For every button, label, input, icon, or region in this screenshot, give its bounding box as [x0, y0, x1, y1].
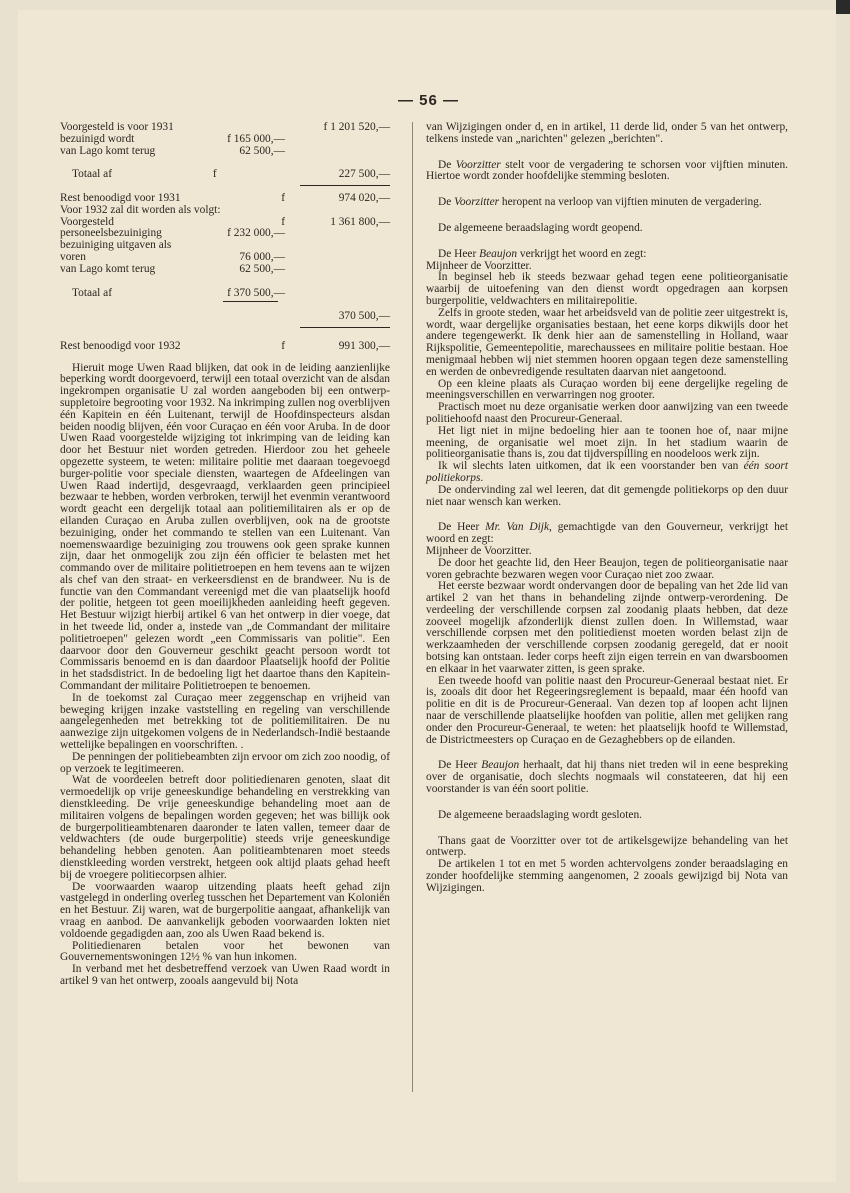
- paragraph: In de toekomst zal Curaçao meer zeggenschap en vrijheid van beweging krijgen inzake vaststelling en regeling van verschillende aangelegenheden met betrekking tot de politiemilitairen. De nu aanwezige zijn uitgekomen volgens de in Nederlandsch-Indië bestaande wettelijke bepalingen en voorschriften. .: [60, 691, 390, 752]
- paragraph: De algemeene beraadslaging wordt geopend.: [438, 221, 643, 234]
- finance-amount-1: f 165 000,—: [227, 132, 285, 145]
- paragraph: De artikelen 1 tot en met 5 worden achtervolgens zonder beraadslaging en zonder hoofdelijke stemming aangenomen, 2 zooals gewijzigd bij Nota van Wijzigingen.: [426, 858, 788, 894]
- paragraph: Het ligt niet in mijne bedoeling hier aan te toonen hoe of, naar mijne meening, de organisatie wel moet zijn. In het stadium waarin de politieorganisatie thans is, zou dat tijdverspilling en noodeloos werk zijn.: [426, 424, 788, 461]
- finance-total-row: [60, 311, 390, 323]
- column-divider: [412, 122, 413, 1092]
- finance-amount-2: f 1 201 520,—: [323, 121, 390, 133]
- finance-amount-2: 370 500,—: [338, 310, 390, 323]
- paragraph: De Voorzitter heropent na verloop van vijftien minuten de vergadering.: [438, 196, 762, 209]
- paragraph: Mijnheer de Voorzitter.: [426, 544, 532, 557]
- speaker-name: Mr. Van Dijk: [485, 521, 550, 534]
- finance-label: Voor 1932 zal dit worden als volgt:: [60, 203, 221, 216]
- finance-label: Rest benoodigd voor 1932: [60, 339, 181, 352]
- finance-label: voren: [60, 250, 86, 263]
- finance-label: van Lago komt terug: [60, 144, 156, 157]
- finance-amount-1: 62 500,—: [239, 144, 285, 157]
- finance-row: [60, 134, 390, 146]
- finance-label: Totaal af: [72, 286, 112, 299]
- speaker-name: Beaujon: [479, 247, 518, 260]
- paragraph: De Voorzitter stelt voor de vergadering te schorsen voor vijftien minuten. Hiertoe wordt zonder hoofdelijke stemming besloten.: [426, 158, 788, 183]
- speaker-name: Voorzitter: [454, 196, 500, 209]
- left-column: [60, 122, 390, 988]
- scan-corner-mark: [836, 0, 850, 14]
- finance-label: personeelsbezuiniging: [60, 227, 162, 240]
- finance-row: [60, 146, 390, 158]
- paragraph: De Heer Beaujon verkrijgt het woord en zegt:: [438, 247, 647, 260]
- finance-row: [60, 205, 390, 217]
- finance-label: Rest benoodigd voor 1931: [60, 191, 181, 204]
- paragraph: De door het geachte lid, den Heer Beaujon, tegen de politieorganisatie naar voren gebrachte bezwaren wegen voor Curaçao niet zoo zwaar.: [426, 556, 788, 581]
- paragraph: De algemeene beraadslaging wordt gesloten.: [438, 808, 643, 821]
- paragraph: Hieruit moge Uwen Raad blijken, dat ook in de leiding aanzienlijke beperking wordt doorgevoerd, terwijl een totaal overzicht van de alsdan ingekrompen organisatie U zal worden aangeboden bij een ontwerp-suppletoire begrooting voor 1932. Na inkrimping zullen nog overblijven één Kapitein en één Luitenant, terwijl de Hoofdinspecteurs alsdan beiden noodig blijven, één voor Curaçao en één voor Aruba. In de door Uwen Raad voorgestelde wijziging tot inkrimping van de leiding kan door het Bestuur niet worden getreden. Hierdoor zou het geheele opgezette systeem, te weten: militaire politie met daaraan toegevoegd burger-politie voor speciale diensten, waartegen de Afdeelingen van Uwen Raad indertijd, desgevraagd, verklaarden geen principieel bezwaar te hebben, worden verbroken, terwijl het evenmin verantwoord wordt geacht een dergelijk totaal aan politiemilitairen als er op de eilanden Curaçao en Aruba zullen overblijven, ook na de grootste bezuiniging, onder het commando te stellen van een Luitenant. Van noemenswaardige bezuiniging zou trouwens ook geen sprake kunnen zijn, daar het onmogelijk zou zijn één officier te belasten met het commando over de militaire politietroepen en hem tevens aan te wijzen als chef van den straat- en verkeersdienst en de brandweer. Nu is de functie van den Commandant vereenigd met die van plaatselijk hoofd der politie, hetgeen tot geen moeilijkheden aanleiding heeft gegeven. Het Bestuur wijzigt hierbij artikel 6 van het ontwerp in dier voege, dat in het tweede lid, onder a, instede van „de Commandant der militaire politietroepen" gelezen wordt „een Commissaris van politie". Een daarvoor door den Gouverneur geschikt geacht persoon wordt tot Commissaris benoemd en is dan daardoor Plaatselijk hoofd der Politie in het stadsdistrict. In de bedoeling ligt het daartoe thans den Kapitein-Commandant der militaire Politietroepen te benoemen.: [60, 361, 390, 693]
- paragraph: Thans gaat de Voorzitter over tot de artikelsgewijze behandeling van het ontwerp.: [426, 834, 788, 859]
- finance-amount-1: f: [212, 168, 217, 181]
- finance-label: van Lago komt terug: [60, 262, 156, 275]
- finance-row: [60, 240, 390, 252]
- finance-amount-2: [285, 240, 390, 252]
- speaker-name: Voorzitter: [455, 158, 501, 171]
- paragraph: Op een kleine plaats als Curaçao worden bij eene dergelijke regeling de meeningsverschillen en verwarringen nog grooter.: [426, 377, 788, 402]
- finance-label: bezuinigd wordt: [60, 132, 135, 145]
- finance-amount-2: [285, 146, 390, 158]
- paragraph: Politiedienaren betalen voor het bewonen van Gouvernementswoningen 12½ % van hun inkomen.: [60, 939, 390, 964]
- finance-amount-1: f: [281, 191, 285, 204]
- finance-label: Totaal af: [72, 168, 112, 181]
- paragraph: De voorwaarden waarop uitzending plaats heeft gehad zijn vastgelegd in onderling overleg tusschen het Departement van Koloniën en het Bestuur. Zij waren, wat de burgerpolitie aangaat, afhankelijk van vraag en aanbod. De aanvankelijk geboden voorwaarden lokten niet voldoende gegadigden aan, zoo als Uwen Raad bekend is.: [60, 880, 390, 940]
- paragraph: Het eerste bezwaar wordt ondervangen door de bepaling van het 2de lid van artikel 2 van het thans in behandeling zijnde ontwerp-verordening. De verdeeling der verschillende corpsen zal zoodanig plaats hebben, dat deze zooveel mogelijk afzonderlijk dienst zullen doen. In Willemstad, waar verschillende corpsen met den politiedienst moeten worden belast zijn de werkzaamheden der verschillende corpsen zoodanig geregeld, dat er nooit botsing kan ontstaan. Ieder corps heeft zijn eigen terrein en van dwarsboomen en elkaar in het vaarwater zitten, is geen sprake.: [426, 580, 788, 675]
- finance-amount-2: [285, 264, 390, 276]
- paragraph: Ik wil slechts laten uitkomen, dat ik een voorstander ben van één soort politiekorps.: [426, 460, 788, 484]
- finance-amount-2: [285, 134, 390, 146]
- paragraph: Mijnheer de Voorzitter.: [426, 259, 532, 272]
- finance-rest-row: [60, 193, 390, 205]
- paragraph: In verband met het desbetreffend verzoek van Uwen Raad wordt in artikel 9 van het ontwerp, zooals aangevuld bij Nota: [60, 963, 390, 987]
- page-number: — 56 —: [398, 92, 460, 109]
- paragraph: Practisch moet nu deze organisatie werken door aanwijzing van een tweede politiehoofd naast den Procureur-Generaal.: [426, 401, 788, 425]
- finance-total-row: [60, 169, 390, 181]
- finance-row: [60, 252, 390, 264]
- speaker-name: Beaujon: [481, 759, 520, 772]
- finance-amount-1: 62 500,—: [239, 262, 285, 275]
- paragraph: De Heer Mr. Van Dijk, gemachtigde van den Gouverneur, verkrijgt het woord en zegt:: [426, 521, 788, 546]
- emphasis: één soort politiekorps: [426, 460, 788, 484]
- paragraph: Zelfs in groote steden, waar het arbeidsveld van de politie zeer uitgestrekt is, wordt, waar dergelijke organisaties bestaan, het eene korps dikwijls door het andere tegengewerkt. Ik denk hier aan de samenstelling in Holland, waar Rijkspolitie, Gemeentepolitie, marechaussees en militaire politie bestaan. Hoe menigmaal hebben wij niet stemmen hooren opgaan tegen deze samenstelling en werden de onbevredigende resultaten daarvan niet aangetoond.: [426, 306, 788, 378]
- paragraph: Wat de voordeelen betreft door politiedienaren genoten, slaat dit vermoedelijk op vrije geneeskundige behandeling en verstrekking van dienstkleeding. De vrije geneeskundige behandeling moet aan de militairen volgens de bepalingen worden gegeven; het was billijk ook de burgerpolitieambtenaren daaronder te laten vallen, temeer daar de veldwachters (de oude burgerpolitie) steeds vrije geneeskundige behandeling hebben genoten. Aan politieambtenaren moet steeds dienstkleeding worden verstrekt, hetgeen ook altijd plaats gehad heeft bij de vroegere politiecorpsen alhier.: [60, 774, 390, 881]
- finance-amount-2: [285, 228, 390, 240]
- paragraph: van Wijzigingen onder d, en in artikel, 11 derde lid, onder 5 van het ontwerp, telkens instede van „narichten" gelezen „berichten".: [426, 121, 788, 145]
- finance-amount-2: [285, 252, 390, 264]
- finance-total-row: [60, 288, 390, 300]
- finance-amount-2: 974 020,—: [338, 191, 390, 204]
- finance-amount-1: f 370 500,—: [227, 286, 285, 299]
- paragraph: In beginsel heb ik steeds bezwaar gehad tegen eene politieorganisatie waarbij de uitoefening van den dienst wordt opgedragen aan korpsen burgerpolitie, veldwachters en militairepolitie.: [426, 271, 788, 307]
- finance-label: Voorgesteld is voor 1931: [60, 121, 174, 133]
- finance-rest-row: [60, 341, 390, 353]
- right-column: [426, 122, 788, 895]
- finance-amount-2: 227 500,—: [338, 168, 390, 181]
- finance-amount-1: f: [281, 215, 285, 228]
- paragraph: De ondervinding zal wel leeren, dat dit gemengde politiekorps op den duur niet naar wensch kan werken.: [426, 483, 788, 508]
- finance-amount-1: f 232 000,—: [227, 227, 285, 240]
- finance-table: [60, 122, 390, 353]
- paragraph: De penningen der politiebeambten zijn ervoor om zich zoo noodig, of op verzoek te legitimeeren.: [60, 750, 390, 775]
- finance-amount-2: 991 300,—: [338, 339, 390, 352]
- paragraph: Een tweede hoofd van politie naast den Procureur-Generaal bestaat niet. Er is, zooals dit door het Regeeringsreglement is bepaald, maar één hoofd van politie en dit is de Procureur-Generaal. Van dezen top af loopen acht lijnen naar de verschillende plaatselijke hoofden van politie, allen met gelijken rang onder den Procureur-Generaal, te weten: het plaatselijk hoofd te Willemstad, de Districtmeesters op Curaçao en de Gezaghebbers op de eilanden.: [426, 674, 788, 746]
- finance-amount-1: f: [281, 339, 285, 352]
- finance-row: [60, 264, 390, 276]
- finance-amount-1: 76 000,—: [239, 250, 285, 263]
- finance-label: Voorgesteld: [60, 215, 114, 228]
- paragraph: De Heer Beaujon herhaalt, dat hij thans niet treden wil in eene bespreking over de organisatie, doch slechts nogmaals wil constateeren, dat hij een voorstander is van één soort politie.: [426, 759, 788, 796]
- finance-amount-2: 1 361 800,—: [330, 215, 390, 228]
- finance-label: bezuiniging uitgaven als: [60, 239, 172, 252]
